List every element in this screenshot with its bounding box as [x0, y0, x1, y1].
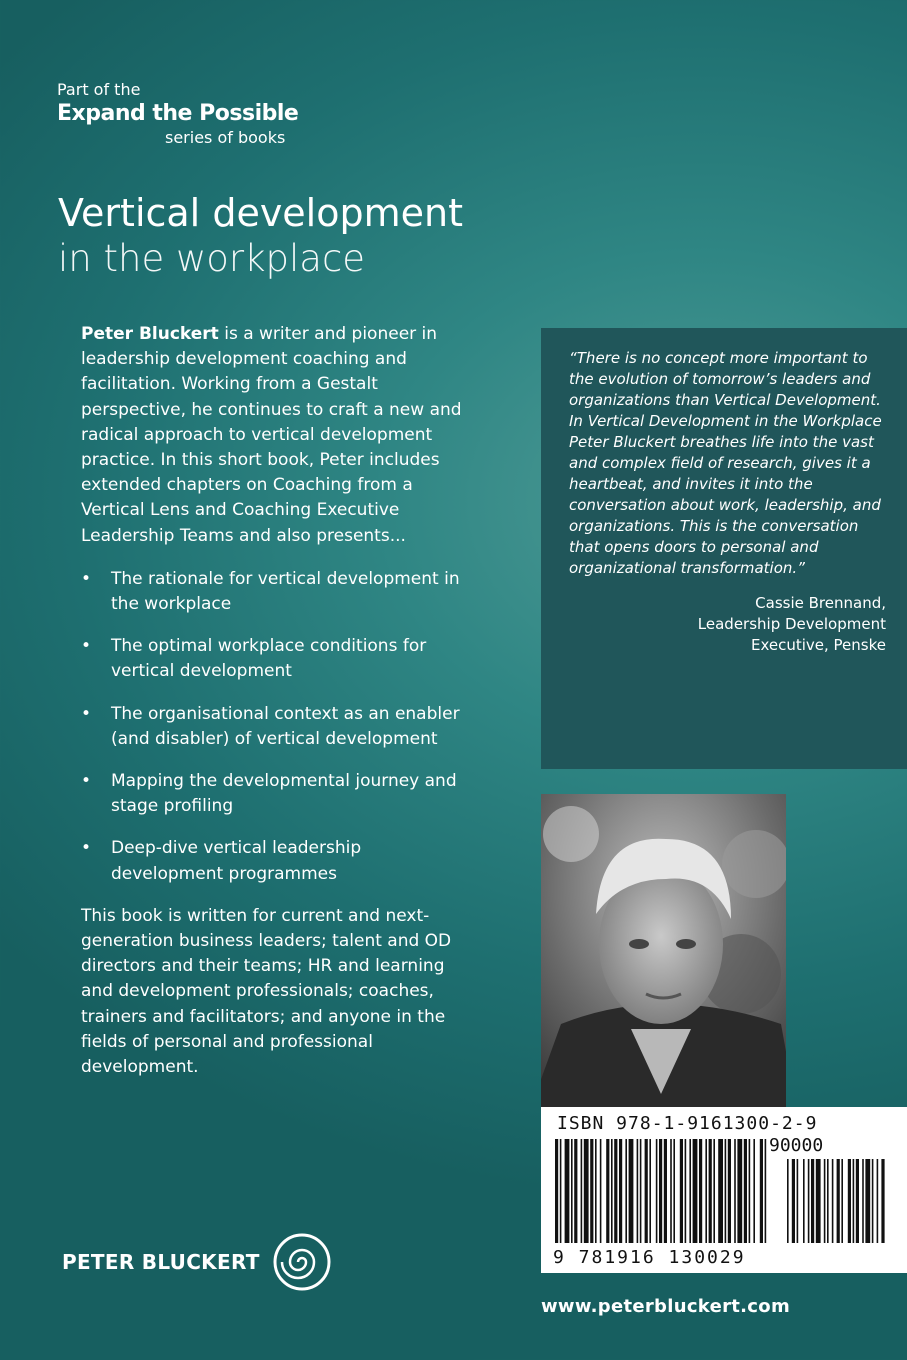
ean-digits: 9 781916 130029: [553, 1247, 746, 1268]
testimonial-box: [541, 328, 907, 769]
series-line-3: series of books: [165, 128, 286, 147]
bullet-icon: •: [81, 771, 92, 792]
bullet-icon: •: [81, 838, 92, 859]
attribution-role-1: Leadership Development: [697, 615, 886, 633]
author-name: Peter Bluckert: [81, 324, 219, 344]
list-item: [81, 836, 471, 886]
list-item-text: The organisational context as an enabler (and disabler) of vertical development: [111, 703, 460, 749]
blurb-column: [81, 322, 471, 1080]
list-item: [81, 702, 471, 752]
attribution-role-2: Executive, Penske: [750, 636, 886, 654]
price-code: 90000: [769, 1135, 824, 1156]
bullet-icon: •: [81, 568, 92, 589]
website-url: www.peterbluckert.com: [541, 1296, 791, 1317]
barcode-panel: [541, 1107, 907, 1273]
topic-list: [81, 567, 471, 887]
author-portrait-image: [541, 794, 786, 1107]
series-name: Expand the Possible: [57, 101, 299, 126]
attribution-name: Cassie Brennand,: [755, 594, 886, 612]
list-item: [81, 769, 471, 819]
testimonial-quote: “There is no concept more important to the evolution of tomorrow’s leaders and organizations than Vertical Development. In Vertical Development in the Workplace Peter Bluckert breathes life into the vast and complex field of research, gives it a heartbeat, and invites it into the conversation about work, leadership, and organizations. This is the conversation that opens doors to personal and organizational transformation.”: [569, 349, 882, 577]
series-line-1: Part of the: [57, 80, 141, 99]
intro-paragraph: [81, 322, 471, 549]
intro-text: is a writer and pioneer in leadership development coaching and facilitation. Working from a Gestalt perspective, he continues to craft a new and radical approach to vertical development practice. In this short book, Peter includes extended chapters on Coaching from a Vertical Lens and Coaching Executive Leadership Teams and also presents...: [81, 324, 462, 546]
book-title: [58, 190, 558, 282]
brand-name: PETER BLUCKERT: [62, 1250, 260, 1274]
list-item-text: The optimal workplace conditions for vertical development: [111, 636, 427, 682]
publisher-brand: [62, 1230, 332, 1294]
list-item: [81, 567, 471, 617]
author-photo: [541, 794, 786, 1107]
spiral-logo-icon: [272, 1232, 332, 1292]
isbn-text: ISBN 978-1-9161300-2-9: [557, 1113, 818, 1134]
list-item-text: Mapping the developmental journey and stage profiling: [111, 771, 457, 817]
series-tagline: [57, 80, 357, 148]
list-item-text: Deep-dive vertical leadership development programmes: [111, 838, 362, 884]
testimonial-attribution: [569, 593, 886, 656]
audience-paragraph: This book is written for current and next-generation business leaders; talent and OD directors and their teams; HR and learning and development professionals; coaches, trainers and facilitators; and anyone in the fields of personal and professional development.: [81, 905, 452, 1078]
barcode-image: [555, 1139, 885, 1257]
title-line-2: in the workplace: [58, 237, 366, 280]
bullet-icon: •: [81, 636, 92, 657]
list-item: [81, 634, 471, 684]
title-line-1: Vertical development: [58, 191, 463, 235]
bullet-icon: •: [81, 703, 92, 724]
list-item-text: The rationale for vertical development in the workplace: [111, 568, 460, 615]
